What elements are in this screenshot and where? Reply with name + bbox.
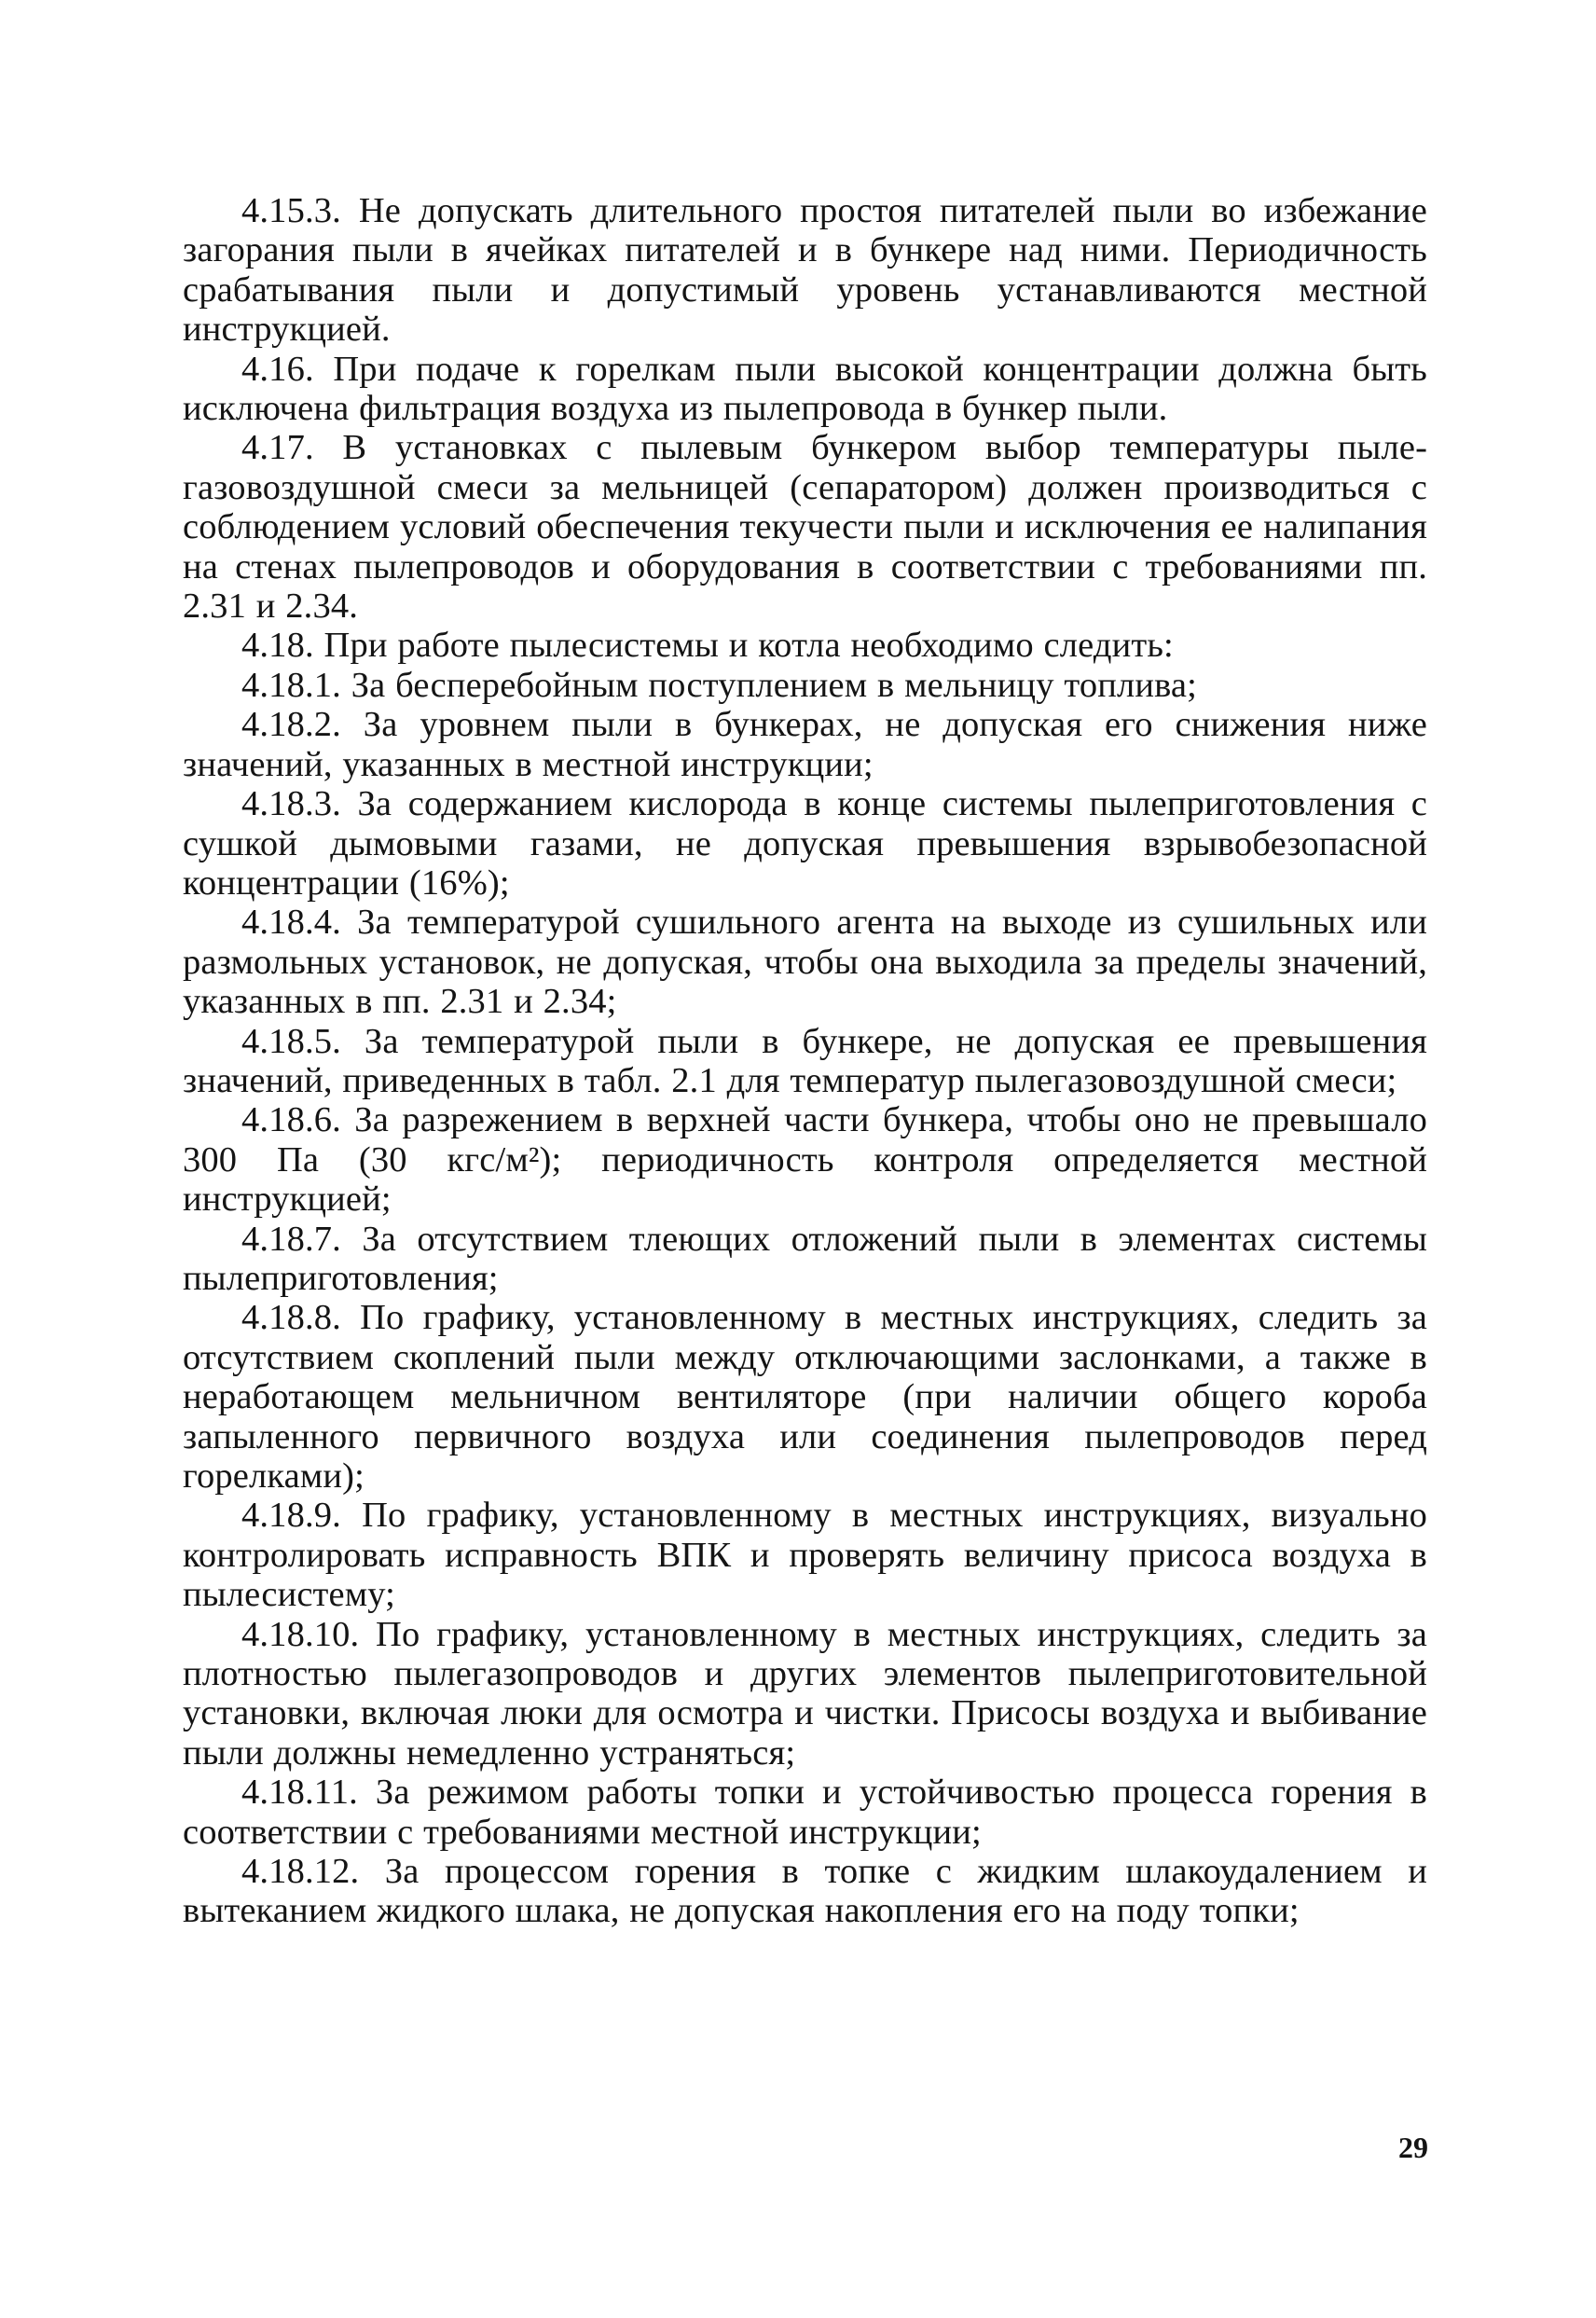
paragraph-4-18-12: 4.18.12. За процессом горения в топке с жидким шлакоудалением и вытеканием жидкого шлака, не допуская накопления его на поду топки; <box>183 1852 1427 1931</box>
paragraph-4-18-2: 4.18.2. За уровнем пыли в бункерах, не допуская его снижения ниже значений, указанных в местной инструкции; <box>183 705 1427 784</box>
paragraph-4-18-3: 4.18.3. За содержанием кислорода в конце системы пылеприготовления с сушкой дымовыми газами, не допуская превышения взрывобезопасной концентрации (16%); <box>183 784 1427 903</box>
paragraph-4-18-1: 4.18.1. За бесперебойным поступлением в мельницу топлива; <box>241 665 1198 705</box>
paragraph-4-18-4: 4.18.4. За температурой сушильного агента на выходе из сушильных или размольных установок, не допуская, чтобы она выходила за пределы значений, указанных в пп. 2.31 и 2.34; <box>183 903 1427 1022</box>
paragraph-4-18-10: 4.18.10. По графику, установленному в местных инструкциях, следить за плотностью пылегазопроводов и других элементов пылеприготовительной установки, включая люки для осмотра и чистки. Присосы воздуха и выбивание пыли должны немедленно устраняться; <box>183 1614 1427 1773</box>
paragraph-4-18-11: 4.18.11. За режимом работы топки и устойчивостью процесса горения в соответствии с требованиями местной инструкции; <box>183 1773 1427 1852</box>
paragraph-4-16: 4.16. При подаче к горелкам пыли высокой концентрации должна быть исключена фильтрация воздуха из пылепровода в бункер пыли. <box>183 349 1427 429</box>
body-text <box>183 191 1427 1931</box>
paragraph-4-18-9: 4.18.9. По графику, установленному в местных инструкциях, визуально контролировать исправность ВПК и проверять величину присоса воздуха в пылесистему; <box>183 1496 1427 1615</box>
paragraph-4-15-3: 4.15.3. Не допускать длительного простоя питателей пыли во избежание загорания пыли в ячейках питателей и в бункере над ними. Периодичность срабатывания пыли и допустимый уровень устанавливаются местной инструкцией. <box>183 191 1427 350</box>
paragraph-4-18: 4.18. При работе пылесистемы и котла необходимо следить: <box>241 626 1174 666</box>
page-number: 29 <box>1398 2131 1428 2164</box>
paragraph-4-17: 4.17. В установках с пылевым бункером выбор температуры пылегазовоздушной смеси за мельницей (сепаратором) должен производиться с соблюдением условий обеспечения текучести пыли и исключения ее налипания на стенах пылепроводов и оборудования в соответствии с требованиями пп. 2.31 и 2.34. <box>183 428 1427 627</box>
paragraph-4-18-5: 4.18.5. За температурой пыли в бункере, не допуская ее превышения значений, приведенных в табл. 2.1 для температур пылегазовоздушной смеси; <box>183 1021 1427 1100</box>
paragraph-4-18-8: 4.18.8. По графику, установленному в местных инструкциях, следить за отсутствием скоплений пыли между отключающими заслонками, а также в неработающем мельничном вентиляторе (при наличии общего короба запыленного первичного воздуха или соединения пылепроводов перед горелками); <box>183 1298 1427 1496</box>
paragraph-4-18-6: 4.18.6. За разрежением в верхней части бункера, чтобы оно не превышало 300 Па (30 кгс/м²); периодичность контроля определяется местной инструкцией; <box>183 1100 1427 1220</box>
paragraph-4-18-7: 4.18.7. За отсутствием тлеющих отложений пыли в элементах системы пылеприготовления; <box>183 1219 1427 1298</box>
